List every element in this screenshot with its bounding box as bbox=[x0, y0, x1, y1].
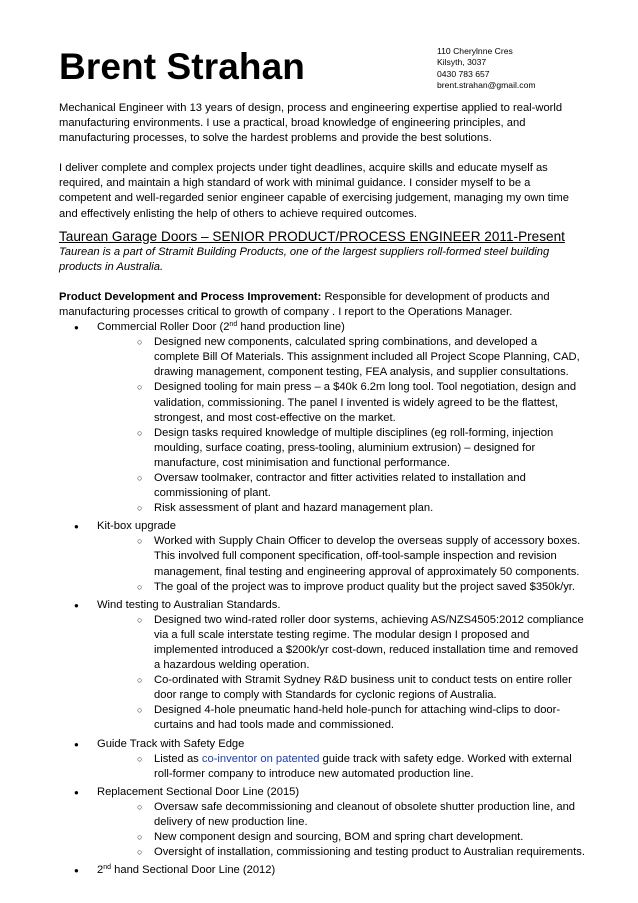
list-item: ○ Oversight of installation, commissioning and testing product to Australian requirements. bbox=[97, 845, 585, 860]
list-item: ● 2nd hand Sectional Door Line (2012) bbox=[59, 863, 585, 878]
list-item: ● Commercial Roller Door (2nd hand production line) ○ Designed new components, calculated spring combinations, and developed a complete Bill Of Materials. This assignment included all Project Scope Planning, CAD, drawing management, component testing, FEA analysis, and supplier consultations. ○ Designed tooling for main press – a $40k 6.2m long tool. Tool negotiation, design and validation, commissioning. The panel I invented is widely agreed to be the flattest, strongest, and most cost-effective on the market. ○ Design tasks required knowledge of multiple disciplines (eg roll-forming, injection moulding, surface coating, press-tooling, aluminium extrusion) – designed for manufacture, cost minimisation and functional performance. ○ Oversaw toolmaker, contractor and fitter activities related to installation and commissioning of plant. ○ Risk assessment of plant and hazard management plan. bbox=[59, 320, 585, 516]
list-item: ○ The goal of the project was to improve product quality but the project saved $350k/yr. bbox=[97, 580, 585, 595]
address-line-2: Kilsyth, 3037 bbox=[437, 57, 487, 68]
address-line-1: 110 Cherylnne Cres bbox=[437, 46, 513, 56]
list-item: ● Replacement Sectional Door Line (2015) ○ Oversaw safe decommissioning and cleanout of obsolete shutter production line, and delivery of new production line. ○ New component design and sourcing, BOM and spring chart development. ○ Oversight of installation, commissioning and testing product to Australian requirements. bbox=[59, 785, 585, 860]
list-item: ○ Designed 4-hole pneumatic hand-held hole-punch for attaching wind-clips to door-curtains and had tools made and commissioned. bbox=[97, 703, 585, 733]
list-item: ○ Designed new components, calculated spring combinations, and developed a complete Bill Of Materials. This assignment included all Project Scope Planning, CAD, drawing management, component testing, FEA analysis, and supplier consultations. bbox=[97, 335, 585, 380]
list-item: ○ Oversaw toolmaker, contractor and fitter activities related to installation and commissioning of plant. bbox=[97, 471, 585, 501]
sub-list bbox=[97, 800, 585, 860]
summary-paragraph-1: Mechanical Engineer with 13 years of design, process and engineering expertise applied to real-world manufacturing environments. I use a practical, broad knowledge of engineering principles, and manufacturing processes, to solve the hardest problems and provide the best solutions. bbox=[59, 102, 563, 145]
candidate-name: Brent Strahan bbox=[59, 46, 305, 87]
list-item: ● Wind testing to Australian Standards. ○ Designed two wind-rated roller door systems, achieving AS/NZS4505:2012 compliance via a full scale interstate testing regime. The modular design I proposed and implemented introduced a $200k/yr cost-down, reduced installation time and removed a hazardous welding operation. ○ Co-ordinated with Stramit Sydney R&D business unit to conduct tests on entire roller door range to comply with Standards for cyclonic regions of Australia. ○ Designed 4-hole pneumatic hand-held hole-punch for attaching wind-clips to door-curtains and had tools made and commissioned. bbox=[59, 598, 585, 734]
job-title: Taurean Garage Doors – SENIOR PRODUCT/PROCESS ENGINEER 2011-Present bbox=[59, 228, 565, 244]
resume-body bbox=[59, 101, 585, 878]
list-item: ● Kit-box upgrade ○ Worked with Supply Chain Officer to develop the overseas supply of accessory boxes. This involved full component specification, off-tool-sample inspection and revision management, final testing and engineering approval of approximately 50 components. ○ The goal of the project was to improve product quality but the project saved $350k/yr. bbox=[59, 519, 585, 594]
list-item: ● Guide Track with Safety Edge ○ Listed as co-inventor on patented guide track with safety edge. Worked with external roll-former company to introduce new automated production line. bbox=[59, 737, 585, 782]
job-subtitle: Taurean is a part of Stramit Building Products, one of the largest suppliers roll-formed steel building products in Australia. bbox=[59, 245, 550, 273]
list-item: ○ Design tasks required knowledge of multiple disciplines (eg roll-forming, injection moulding, surface coating, press-tooling, aluminium extrusion) – designed for manufacture, cost minimisation and functional performance. bbox=[97, 426, 585, 471]
email-address: brent.strahan@gmail.com bbox=[437, 80, 536, 91]
section-heading-text: Responsible for development of products and manufacturing processes critical to growth of company . I report to the Operations Manager. bbox=[59, 290, 550, 318]
list-item: ○ Co-ordinated with Stramit Sydney R&D business unit to conduct tests on entire roller door range to comply with Standards for cyclonic regions of Australia. bbox=[97, 673, 585, 703]
summary-paragraph-2: I deliver complete and complex projects under tight deadlines, acquire skills and educate myself as required, and maintain a high standard of work with minimal guidance. I consider myself to be a competent and well-regarded senior engineer capable of exercising judgement, managing my own time and effectively enlisting the help of others to achieve required outcomes. bbox=[59, 162, 569, 220]
section-heading-bold: Product Development and Process Improvement: bbox=[59, 290, 322, 303]
list-item: ○ Designed two wind-rated roller door systems, achieving AS/NZS4505:2012 compliance via a full scale interstate testing regime. The modular design I proposed and implemented introduced a $200k/yr cost-down, reduced installation time and removed a hazardous welding operation. bbox=[97, 613, 585, 673]
phone-number: 0430 783 657 bbox=[437, 68, 490, 79]
contact-block bbox=[437, 46, 536, 92]
list-item: ○ Designed tooling for main press – a $40k 6.2m long tool. Tool negotiation, design and validation, commissioning. The panel I invented is widely agreed to be the flattest, strongest, and most cost-effective on the market. bbox=[97, 380, 585, 425]
sub-list bbox=[97, 752, 585, 782]
project-list bbox=[59, 320, 585, 878]
sub-list bbox=[97, 335, 585, 516]
list-item: ○ New component design and sourcing, BOM and spring chart development. bbox=[97, 830, 585, 845]
section-heading bbox=[59, 290, 585, 320]
list-item: ○ Worked with Supply Chain Officer to develop the overseas supply of accessory boxes. This involved full component specification, off-tool-sample inspection and revision management, final testing and engineering approval of approximately 50 components. bbox=[97, 534, 585, 579]
list-item: ○ Listed as co-inventor on patented guide track with safety edge. Worked with external roll-former company to introduce new automated production line. bbox=[97, 752, 585, 782]
sub-list bbox=[97, 613, 585, 734]
list-item: ○ Oversaw safe decommissioning and cleanout of obsolete shutter production line, and delivery of new production line. bbox=[97, 800, 585, 830]
patent-link[interactable]: co-inventor on patented bbox=[201, 752, 320, 765]
list-item: ○ Risk assessment of plant and hazard management plan. bbox=[97, 501, 585, 516]
sub-list bbox=[97, 534, 585, 594]
